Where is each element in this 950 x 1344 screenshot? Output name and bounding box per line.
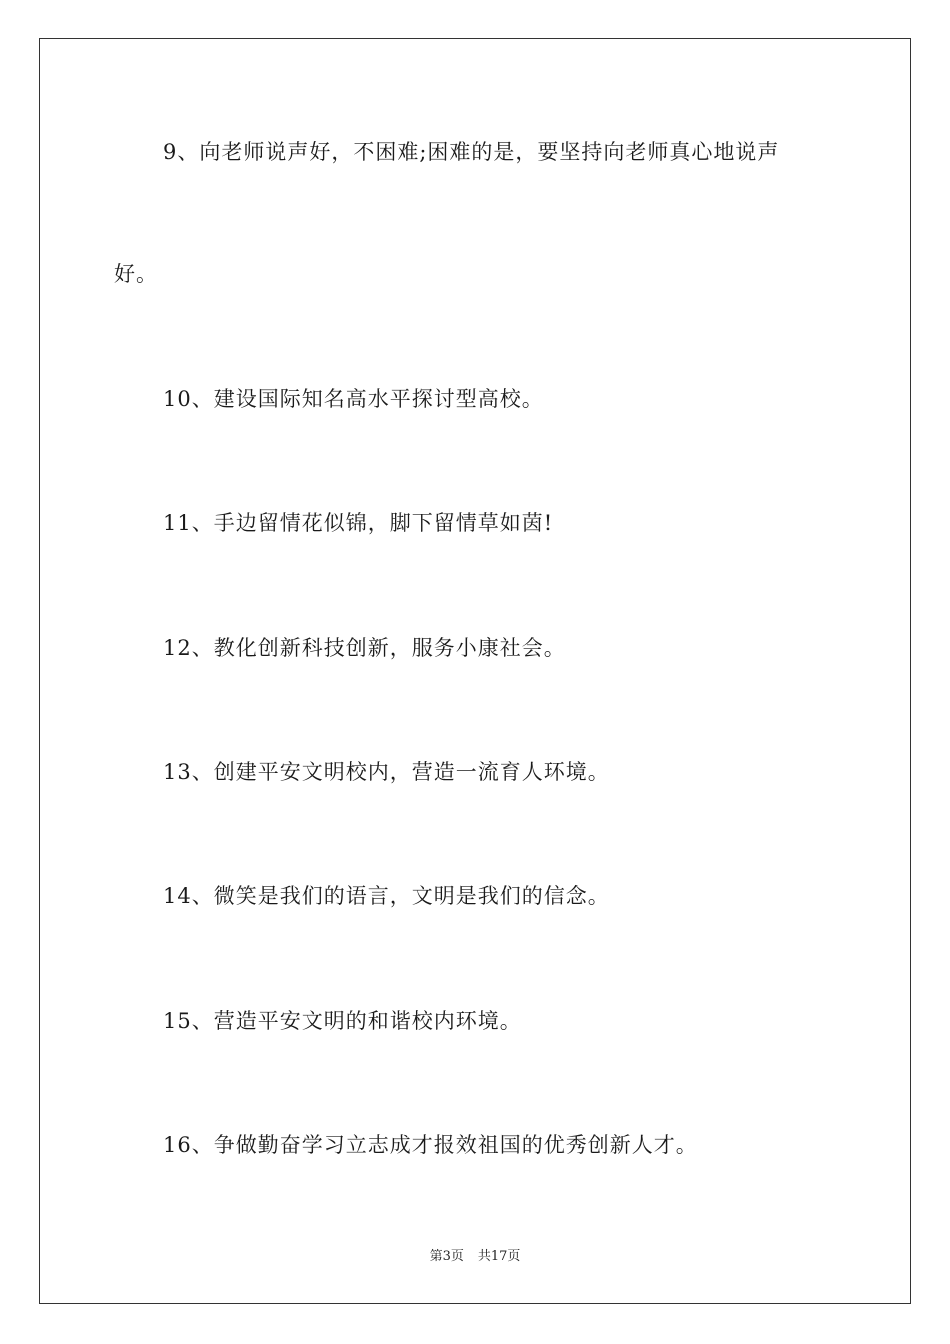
page-number-current: 第3页 <box>429 1249 464 1264</box>
paragraph-10: 10、建设国际知名高水平探讨型高校。 <box>163 387 544 411</box>
paragraph-14: 14、微笑是我们的语言，文明是我们的信念。 <box>163 884 610 908</box>
paragraph-9-continuation: 好。 <box>114 262 158 286</box>
paragraph-12: 12、教化创新科技创新，服务小康社会。 <box>163 636 566 660</box>
page-number-total: 共17页 <box>477 1249 521 1264</box>
paragraph-9: 9、向老师说声好，不困难;困难的是，要坚持向老师真心地说声 <box>163 140 780 164</box>
page-border <box>39 38 911 1304</box>
paragraph-13: 13、创建平安文明校内，营造一流育人环境。 <box>163 760 610 784</box>
paragraph-15: 15、营造平安文明的和谐校内环境。 <box>163 1009 522 1033</box>
page-footer <box>0 1247 950 1267</box>
paragraph-11: 11、手边留情花似锦，脚下留情草如茵! <box>163 511 554 535</box>
paragraph-16: 16、争做勤奋学习立志成才报效祖国的优秀创新人才。 <box>163 1133 698 1157</box>
